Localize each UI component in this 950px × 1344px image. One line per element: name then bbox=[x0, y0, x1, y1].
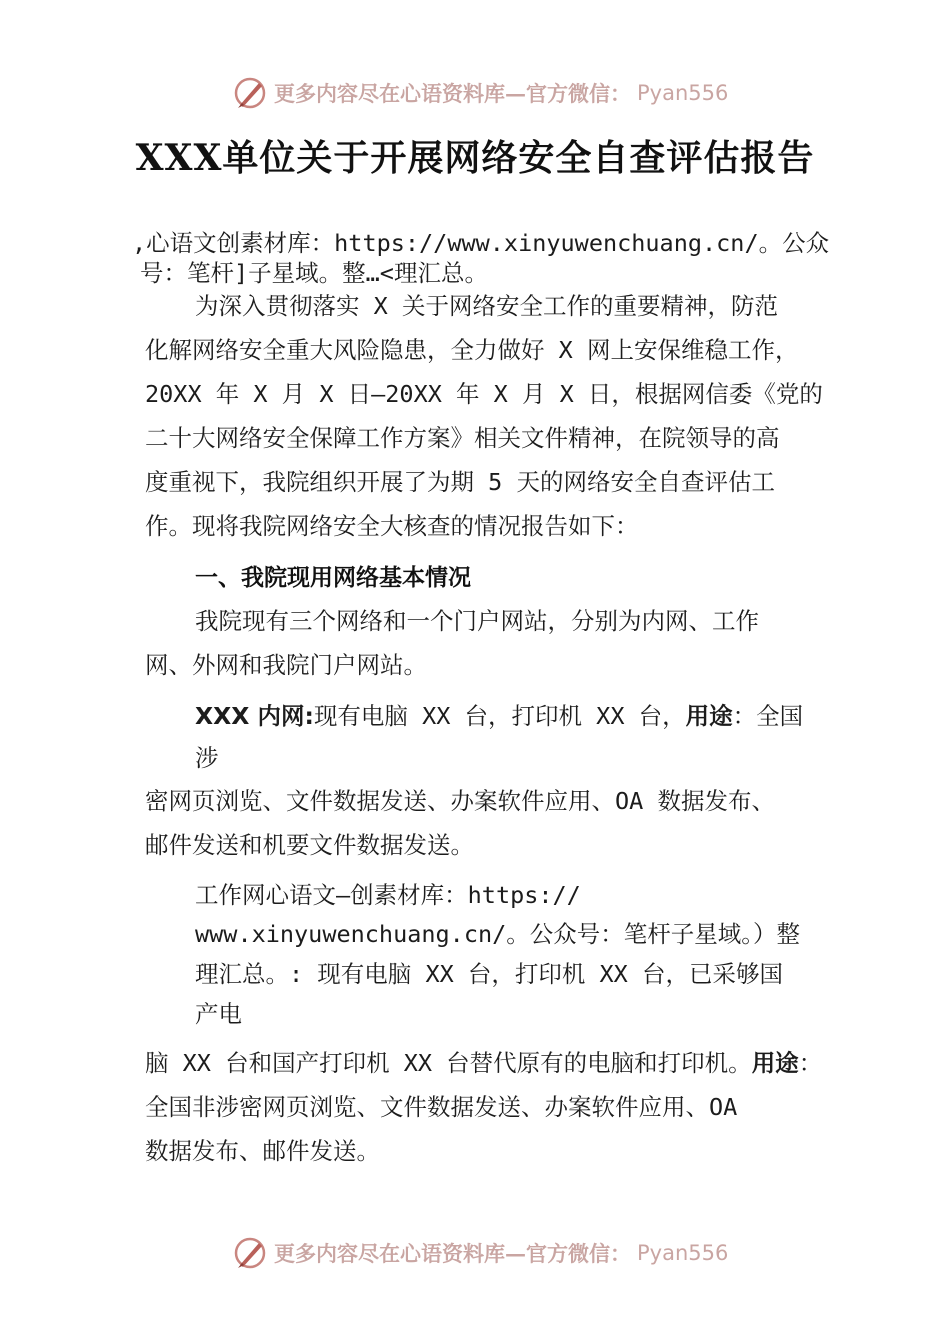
paragraph-1-line-1: 为深入贯彻落实 X 关于网络安全工作的重要精神，防范 bbox=[195, 292, 778, 320]
paragraph-4-line-2: www.xinyuwenchuang.cn/。公众号：笔杆子星域。）整 bbox=[195, 920, 801, 948]
paragraph-3-line-1 bbox=[195, 701, 803, 731]
paragraph-1-line-2: 化解网络安全重大风险隐患，全力做好 X 网上安保维稳工作， bbox=[145, 336, 799, 364]
paragraph-1-line-5: 度重视下，我院组织开展了为期 5 天的网络安全自查评估工 bbox=[145, 468, 775, 496]
intranet-use-text: ：全国 bbox=[732, 702, 804, 730]
paragraph-1-line-4: 二十大网络安全保障工作方案》相关文件精神，在院领导的高 bbox=[145, 424, 780, 452]
intranet-use-label: 用途 bbox=[685, 702, 733, 730]
paragraph-4-line-7: 数据发布、邮件发送。 bbox=[145, 1137, 380, 1165]
paragraph-3-line-3: 密网页浏览、文件数据发送、办案软件应用、OA 数据发布、 bbox=[145, 787, 775, 815]
work-network-use-label: 用途 bbox=[751, 1049, 799, 1077]
paragraph-4-line-3: 理汇总。: 现有电脑 XX 台，打印机 XX 台，已采够国 bbox=[195, 960, 783, 988]
paragraph-2-line-2: 网、外网和我院门户网站。 bbox=[145, 651, 427, 679]
work-network-use-colon: ： bbox=[798, 1049, 823, 1077]
paragraph-3-line-4: 邮件发送和机要文件数据发送。 bbox=[145, 831, 474, 859]
work-network-replace-text: 脑 XX 台和国产打印机 XX 台替代原有的电脑和打印机。 bbox=[145, 1049, 752, 1077]
source-line-2: 号：笔杆]子星域。整…<理汇总。 bbox=[140, 259, 488, 287]
paragraph-4-line-6: 全国非涉密网页浏览、文件数据发送、办案软件应用、OA bbox=[145, 1093, 738, 1121]
section-heading-1: 一、我院现用网络基本情况 bbox=[195, 565, 471, 591]
paragraph-4-line-5 bbox=[145, 1048, 822, 1078]
footer-banner bbox=[232, 1233, 728, 1273]
paragraph-2-line-1: 我院现有三个网络和一个门户网站，分别为内网、工作 bbox=[195, 607, 759, 635]
page-title: XXX单位关于开展网络安全自查评估报告 bbox=[135, 137, 815, 179]
banner-text: 更多内容尽在心语资料库—官方微信： bbox=[274, 81, 631, 106]
paragraph-4-line-1: 工作网心语文—创素材库：https:// bbox=[195, 881, 581, 909]
header-banner bbox=[232, 73, 728, 113]
pen-logo-icon bbox=[232, 75, 268, 111]
pen-logo-icon bbox=[232, 1235, 268, 1271]
paragraph-3-line-2: 涉 bbox=[195, 744, 219, 772]
intranet-text: 现有电脑 XX 台，打印机 XX 台， bbox=[313, 702, 686, 730]
banner-wechat-id: Pyan556 bbox=[637, 1241, 729, 1265]
banner-text: 更多内容尽在心语资料库—官方微信： bbox=[274, 1241, 631, 1266]
paragraph-4-line-4: 产电 bbox=[195, 1000, 242, 1028]
paragraph-1-line-6: 作。现将我院网络安全大核查的情况报告如下： bbox=[145, 512, 639, 540]
intranet-label: XXX 内网: bbox=[195, 702, 314, 730]
banner-wechat-id: Pyan556 bbox=[637, 81, 729, 105]
paragraph-1-line-3: 20XX 年 X 月 X 日—20XX 年 X 月 X 日，根据网信委《党的 bbox=[145, 380, 823, 408]
source-line-1: ,心语文创素材库：https://www.xinyuwenchuang.cn/。公众 bbox=[132, 229, 830, 257]
